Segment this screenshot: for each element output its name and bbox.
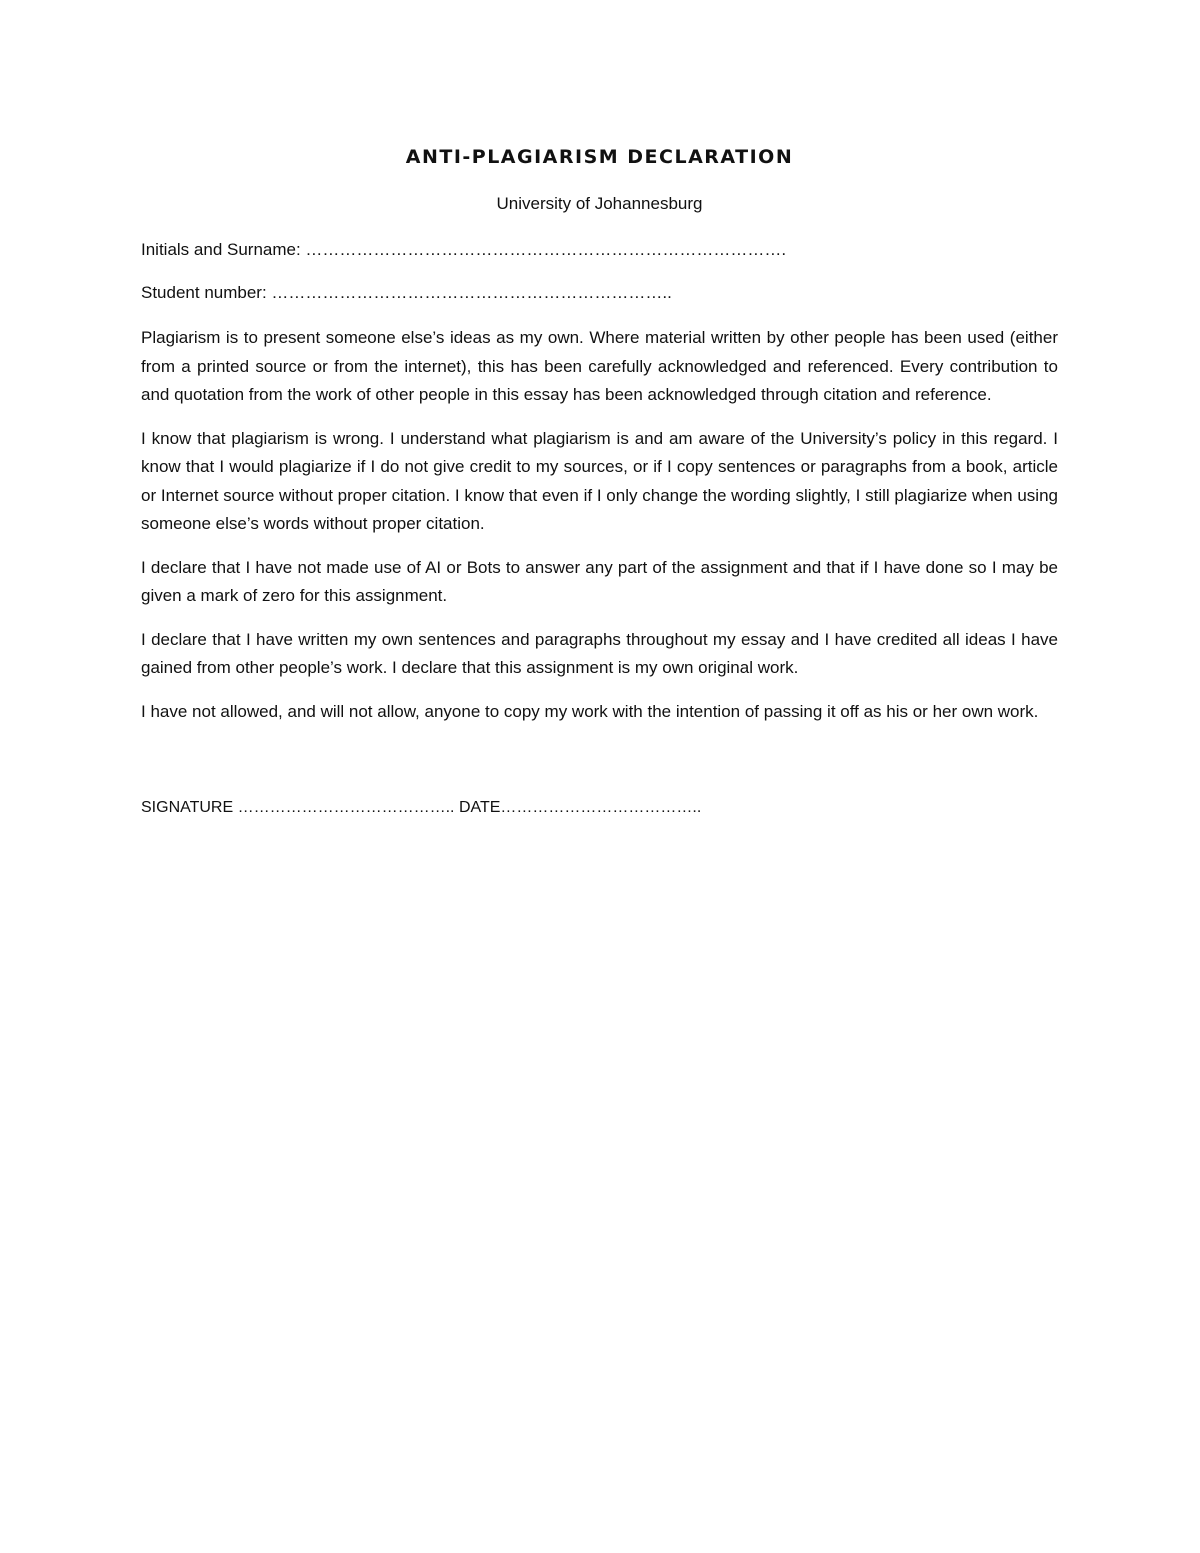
declaration-paragraph-definition: Plagiarism is to present someone else’s ideas as my own. Where material written by other people has been used (either from a printed source or from the internet), this has been carefully acknowledged and referenced. Every contribution to and quotation from the work of other people in this essay has been acknowledged through citation and reference.	[141, 328, 1058, 404]
declaration-paragraph-ai-use: I declare that I have not made use of AI or Bots to answer any part of the assignment and that if I have done so I may be given a mark of zero for this assignment.	[141, 557, 1058, 605]
declaration-paragraph-original-work: I declare that I have written my own sentences and paragraphs throughout my essay and I have credited all ideas I have gained from other people’s work. I declare that this assignment is my own original work.	[141, 629, 1058, 677]
document-content	[141, 144, 1058, 820]
institution-name: University of Johannesburg	[496, 194, 703, 213]
document-title: ANTI-PLAGIARISM DECLARATION	[405, 146, 794, 168]
declaration-paragraph-understanding: I know that plagiarism is wrong. I understand what plagiarism is and am aware of the University’s policy in this regard. I know that I would plagiarize if I do not give credit to my sources, or if I copy sentences or paragraphs from a book, article or Internet source without proper citation. I know that even if I only change the wording slightly, I still plagiarize when using someone else’s words without proper citation.	[141, 428, 1058, 533]
student-number-field: Student number: ……………………………………………………………..	[141, 283, 672, 302]
signature-date-line: SIGNATURE ………………………………….. DATE………………………………..	[141, 799, 702, 816]
initials-surname-field: Initials and Surname: ………………………………………………………………………….	[141, 240, 787, 259]
declaration-paragraph-copying: I have not allowed, and will not allow, anyone to copy my work with the intention of passing it off as his or her own work.	[141, 701, 1039, 721]
